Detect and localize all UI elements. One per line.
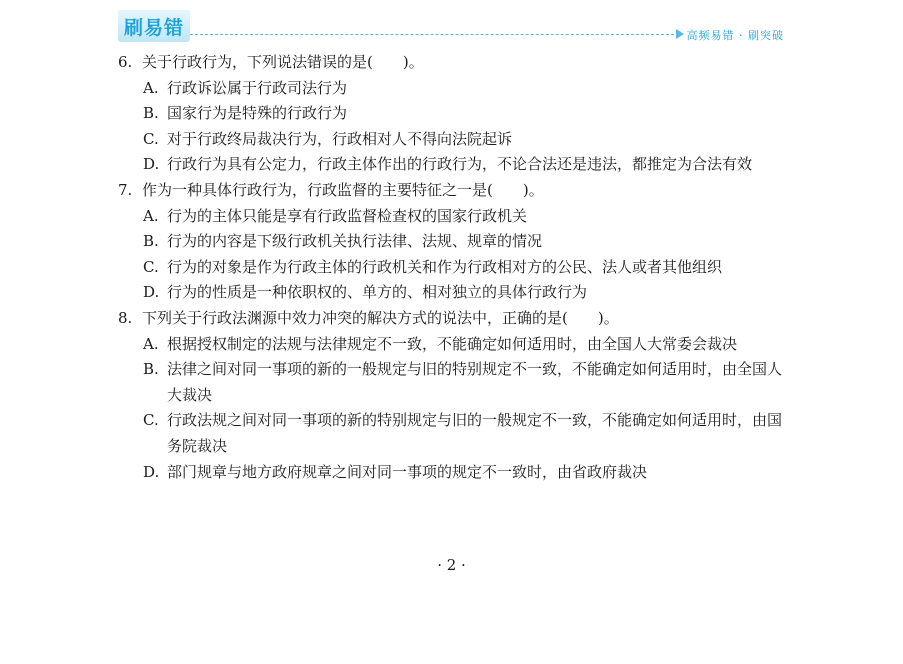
question-stem	[118, 306, 788, 332]
section-badge	[118, 10, 190, 42]
question-list	[118, 50, 788, 485]
arrow-right-icon	[676, 29, 684, 39]
option-b	[118, 229, 788, 255]
option-letter: A.	[143, 334, 159, 353]
option-text: 行政法规之间对同一事项的新的特别规定与旧的一般规定不一致，不能确定如何适用时，由国务院裁决	[167, 411, 783, 455]
option-text: 行为的性质是一种依职权的、单方的、相对独立的具体行政行为	[167, 283, 588, 302]
option-letter: B.	[143, 232, 159, 251]
option-letter: D.	[143, 155, 160, 174]
page-number: · 2 ·	[437, 556, 466, 574]
question-7	[118, 178, 788, 306]
question-number: 8.	[118, 308, 133, 327]
option-letter: D.	[143, 462, 160, 481]
option-letter: C.	[143, 129, 159, 148]
option-a	[118, 332, 788, 358]
option-a	[118, 76, 788, 102]
option-letter: D.	[143, 283, 160, 302]
option-text: 行为的对象是作为行政主体的行政机关和作为行政相对方的公民、法人或者其他组织	[167, 257, 723, 276]
question-stem	[118, 178, 788, 204]
option-text: 部门规章与地方政府规章之间对同一事项的规定不一致时，由省政府裁决	[167, 462, 648, 481]
option-c	[118, 408, 788, 459]
option-c	[118, 127, 788, 153]
option-d	[118, 280, 788, 306]
section-header	[118, 10, 784, 44]
option-a	[118, 204, 788, 230]
option-letter: A.	[143, 206, 159, 225]
option-text: 行为的主体只能是享有行政监督检查权的国家行政机关	[167, 206, 528, 225]
question-8	[118, 306, 788, 485]
section-badge-label: 刷易错	[123, 16, 184, 39]
option-text: 行政诉讼属于行政司法行为	[167, 78, 348, 97]
question-number: 7.	[118, 180, 133, 199]
option-c	[118, 255, 788, 281]
question-text: 作为一种具体行政行为，行政监督的主要特征之一是( )。	[142, 180, 544, 199]
option-letter: C.	[143, 257, 159, 276]
option-text: 根据授权制定的法规与法律规定不一致，不能确定如何适用时，由全国人大常委会裁决	[167, 334, 738, 353]
option-text: 国家行为是特殊的行政行为	[167, 104, 348, 123]
option-letter: C.	[143, 411, 159, 430]
option-text: 行为的内容是下级行政机关执行法律、法规、规章的情况	[167, 232, 543, 251]
option-d	[118, 152, 788, 178]
option-letter: A.	[143, 78, 159, 97]
option-d	[118, 460, 788, 486]
option-text: 法律之间对同一事项的新的一般规定与旧的特别规定不一致，不能确定如何适用时，由全国人大裁决	[167, 360, 783, 404]
option-letter: B.	[143, 104, 159, 123]
option-b	[118, 357, 788, 408]
option-text: 对于行政终局裁决行为，行政相对人不得向法院起诉	[167, 129, 513, 148]
question-stem	[118, 50, 788, 76]
question-6	[118, 50, 788, 178]
question-text: 关于行政行为，下列说法错误的是( )。	[142, 53, 424, 71]
option-letter: B.	[143, 360, 159, 379]
question-text: 下列关于行政法渊源中效力冲突的解决方式的说法中，正确的是( )。	[142, 308, 619, 327]
header-divider	[190, 34, 674, 35]
option-text: 行政行为具有公定力，行政主体作出的行政行为，不论合法还是违法，都推定为合法有效	[167, 155, 753, 174]
option-b	[118, 101, 788, 127]
header-slogan: 高频易错 · 刷突破	[686, 29, 784, 42]
question-number: 6.	[118, 53, 133, 71]
